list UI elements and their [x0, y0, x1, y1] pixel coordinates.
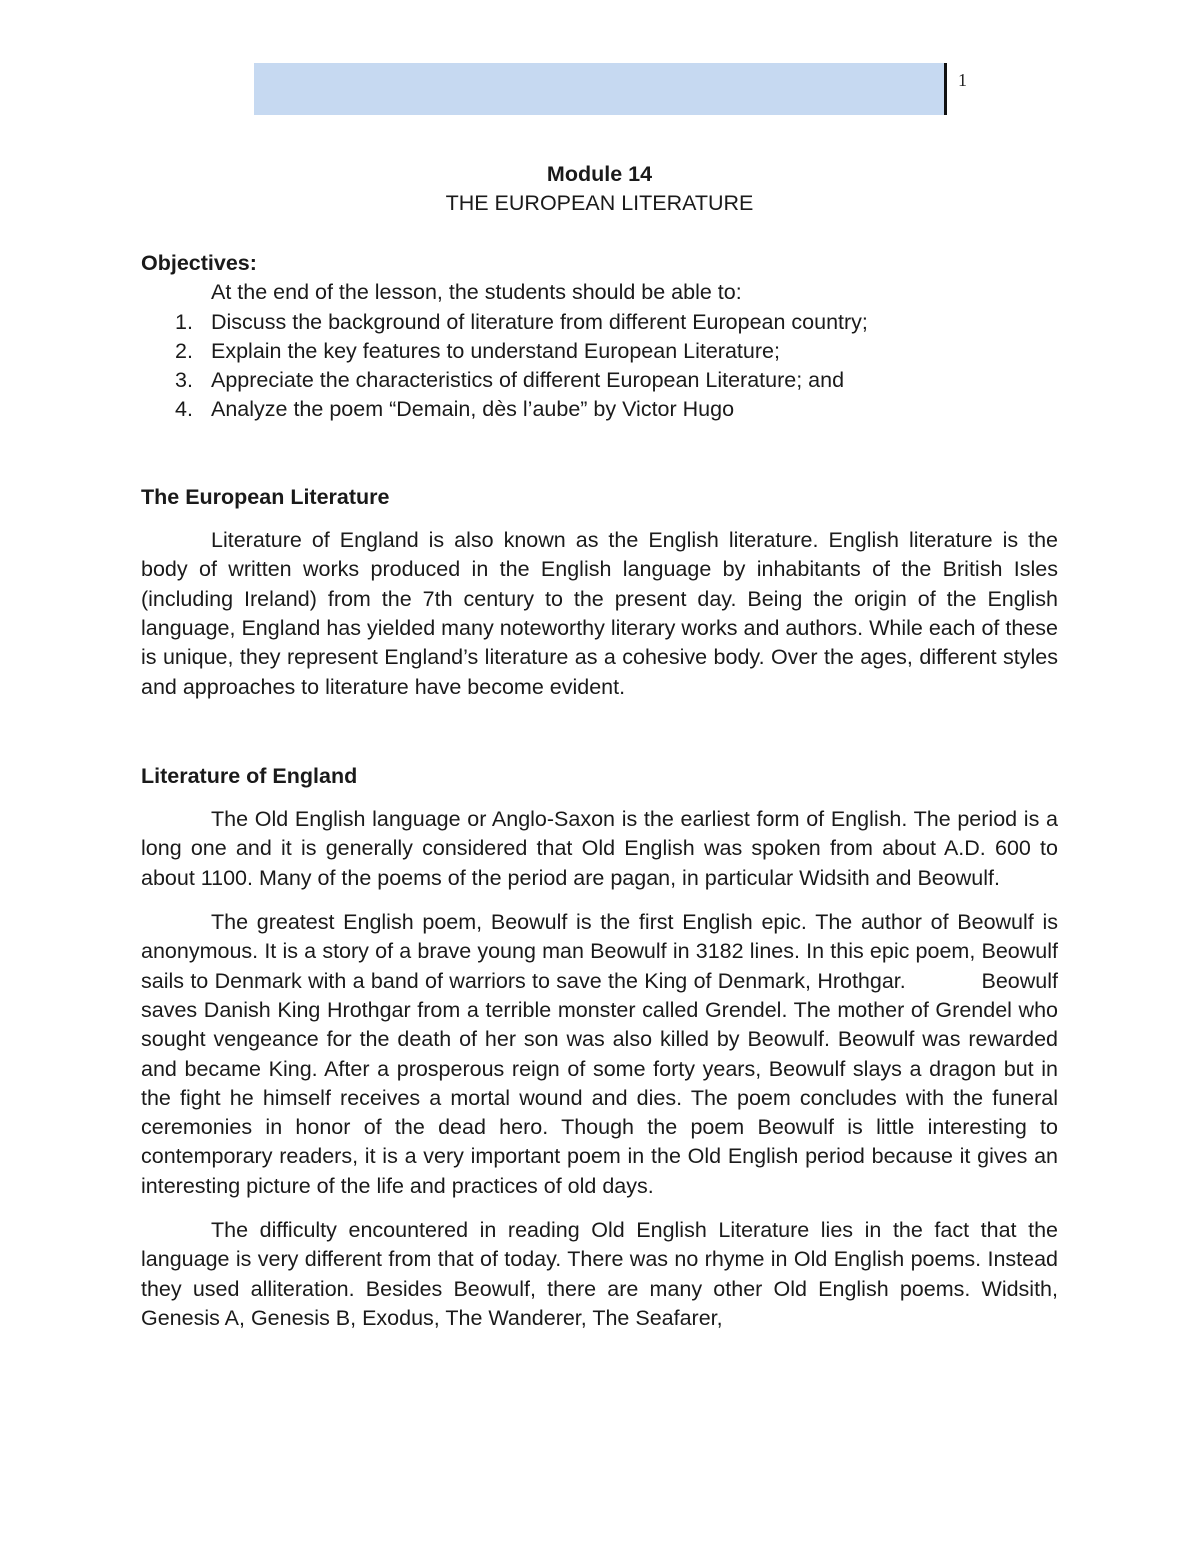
document-body [141, 160, 1064, 1348]
page-number: 1 [958, 70, 967, 90]
objective-item [141, 366, 1058, 395]
objective-item [141, 395, 1058, 424]
objective-text: Appreciate the characteristics of different European Literature; and [211, 368, 845, 393]
section-heading-european-literature: The European Literature [141, 484, 390, 509]
objectives-heading: Objectives: [141, 251, 257, 275]
objectives-list [141, 308, 1058, 425]
objective-item [141, 337, 1058, 366]
objective-text: Discuss the background of literature from different European country; [211, 309, 868, 334]
objective-text: Analyze the poem “Demain, dès l’aube” by Victor Hugo [211, 397, 735, 422]
objectives-intro: At the end of the lesson, the students should be able to: [211, 280, 742, 305]
paragraph-european-literature: Literature of England is also known as the English literature. English literature is the body of written works produced in the English language by inhabitants of the British Isles (including Ireland) from the 7th century to the present day. Being the origin of the English language, England has yielded many noteworthy literary works and authors. While each of these is unique, they represent England’s literature as a cohesive body. Over the ages, different styles and approaches to literature have become evident. [141, 528, 1058, 699]
section-heading-literature-of-england: Literature of England [141, 763, 358, 788]
paragraph-old-english-difficulty: The difficulty encountered in reading Old English Literature lies in the fact that the language is very different from that of today. There was no rhyme in Old English poems. Instead they used alliteration. Besides Beowulf, there are many other Old English poems. Widsith, Genesis A, Genesis B, Exodus, The Wanderer, The Seafarer, [141, 1218, 1058, 1330]
objective-item [141, 308, 1058, 337]
objective-text: Explain the key features to understand European Literature; [211, 338, 780, 363]
objective-number: 3. [175, 368, 193, 393]
header-divider [944, 63, 947, 115]
paragraph-beowulf: The greatest English poem, Beowulf is the first English epic. The author of Beowulf is anonymous. It is a story of a brave young man Beowulf in 3182 lines. In this epic poem, Beowulf sails to Denmark with a band of warriors to save the King of Denmark, Hrothgar. Beowulf saves Danish King Hrothgar from a terrible monster called Grendel. The mother of Grendel who sought vengeance for the death of her son was also killed by Beowulf. Beowulf was rewarded and became King. After a prosperous reign of some forty years, Beowulf slays a dragon but in the fight he himself receives a mortal wound and dies. The poem concludes with the funeral ceremonies in honor of the dead hero. Though the poem Beowulf is little interesting to contemporary readers, it is a very important poem in the Old English period because it gives an interesting picture of the life and practices of old days. [141, 910, 1064, 1198]
objective-number: 4. [175, 397, 193, 422]
header-bar [254, 63, 944, 115]
objective-number: 2. [175, 338, 193, 363]
module-subtitle: THE EUROPEAN LITERATURE [445, 191, 754, 215]
paragraph-old-english: The Old English language or Anglo-Saxon is the earliest form of English. The period is a long one and it is generally considered that Old English was spoken from about A.D. 600 to about 1100. Many of the poems of the period are pagan, in particular Widsith and Beowulf. [141, 807, 1058, 890]
objective-number: 1. [175, 309, 193, 334]
module-title: Module 14 [546, 162, 653, 186]
title-block [141, 160, 1058, 218]
